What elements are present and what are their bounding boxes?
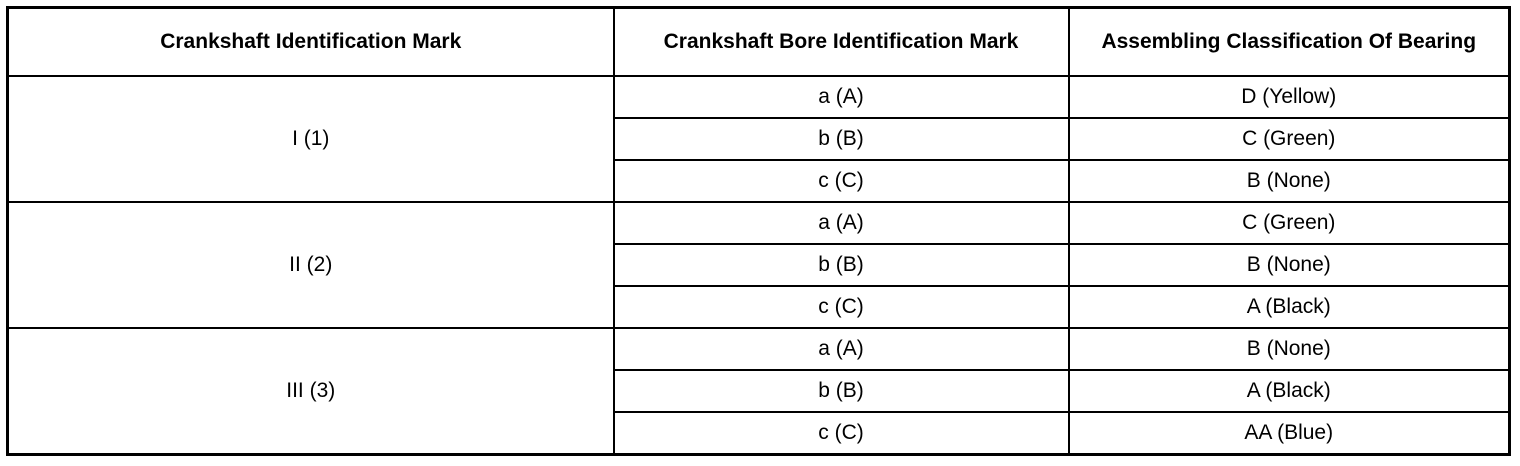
bore-mark-cell: c (C) <box>614 160 1069 202</box>
bearing-class-cell: A (Black) <box>1069 286 1510 328</box>
table-row <box>8 76 1510 118</box>
bearing-class-cell: B (None) <box>1069 328 1510 370</box>
bearing-class-cell: A (Black) <box>1069 370 1510 412</box>
bore-mark-cell: a (A) <box>614 328 1069 370</box>
bore-mark-cell: c (C) <box>614 412 1069 455</box>
table-container <box>6 6 1511 456</box>
bearing-selection-table <box>6 6 1511 456</box>
bore-mark-cell: b (B) <box>614 244 1069 286</box>
crankshaft-mark-cell: III (3) <box>8 328 614 455</box>
bore-mark-cell: b (B) <box>614 370 1069 412</box>
bearing-class-cell: AA (Blue) <box>1069 412 1510 455</box>
bore-mark-cell: a (A) <box>614 202 1069 244</box>
table-row <box>8 328 1510 370</box>
bearing-class-cell: C (Green) <box>1069 118 1510 160</box>
bore-mark-cell: b (B) <box>614 118 1069 160</box>
header-crankshaft-identification-mark: Crankshaft Identification Mark <box>8 8 614 77</box>
table-body <box>8 76 1510 455</box>
header-assembling-classification-of-bearing: Assembling Classification Of Bearing <box>1069 8 1510 77</box>
table-row <box>8 202 1510 244</box>
bearing-class-cell: D (Yellow) <box>1069 76 1510 118</box>
crankshaft-mark-cell: I (1) <box>8 76 614 202</box>
table-header <box>8 8 1510 77</box>
bore-mark-cell: c (C) <box>614 286 1069 328</box>
header-crankshaft-bore-identification-mark: Crankshaft Bore Identification Mark <box>614 8 1069 77</box>
bore-mark-cell: a (A) <box>614 76 1069 118</box>
bearing-class-cell: C (Green) <box>1069 202 1510 244</box>
bearing-class-cell: B (None) <box>1069 244 1510 286</box>
crankshaft-mark-cell: II (2) <box>8 202 614 328</box>
bearing-class-cell: B (None) <box>1069 160 1510 202</box>
header-row <box>8 8 1510 77</box>
